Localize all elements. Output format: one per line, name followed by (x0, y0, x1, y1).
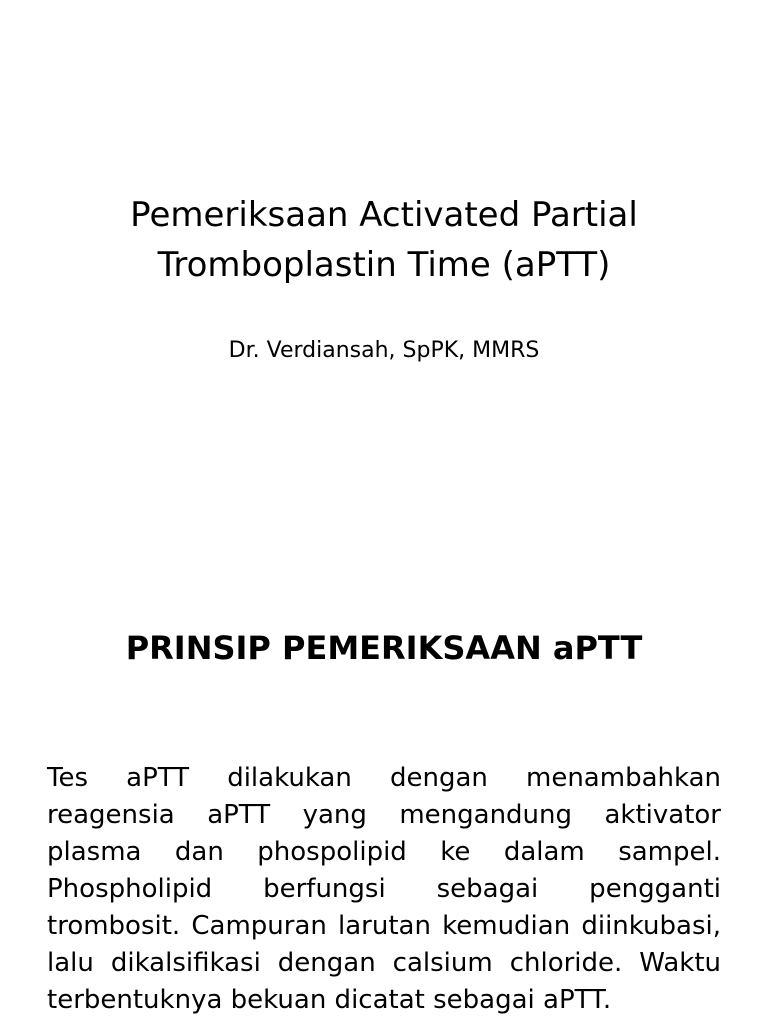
slide-body-text: Tes aPTT dilakukan dengan menambahkan reagensia aPTT yang mengandung aktivator plasma dan phospolipid ke dalam sampel. Phospholipid berfungsi sebagai pengganti trombosit. Campuran larutan kemudian diinkubasi, lalu dikalsifikasi dengan calsium chloride. Waktu terbentuknya bekuan dicatat sebagai aPTT. (47, 763, 721, 1015)
slide-title: Pemeriksaan Activated Partial Tromboplastin Time (aPTT) (130, 195, 638, 285)
slide-heading: PRINSIP PEMERIKSAAN aPTT (125, 629, 643, 667)
content-slide (0, 576, 768, 1024)
slide-subtitle-author: Dr. Verdiansah, SpPK, MMRS (228, 338, 540, 363)
